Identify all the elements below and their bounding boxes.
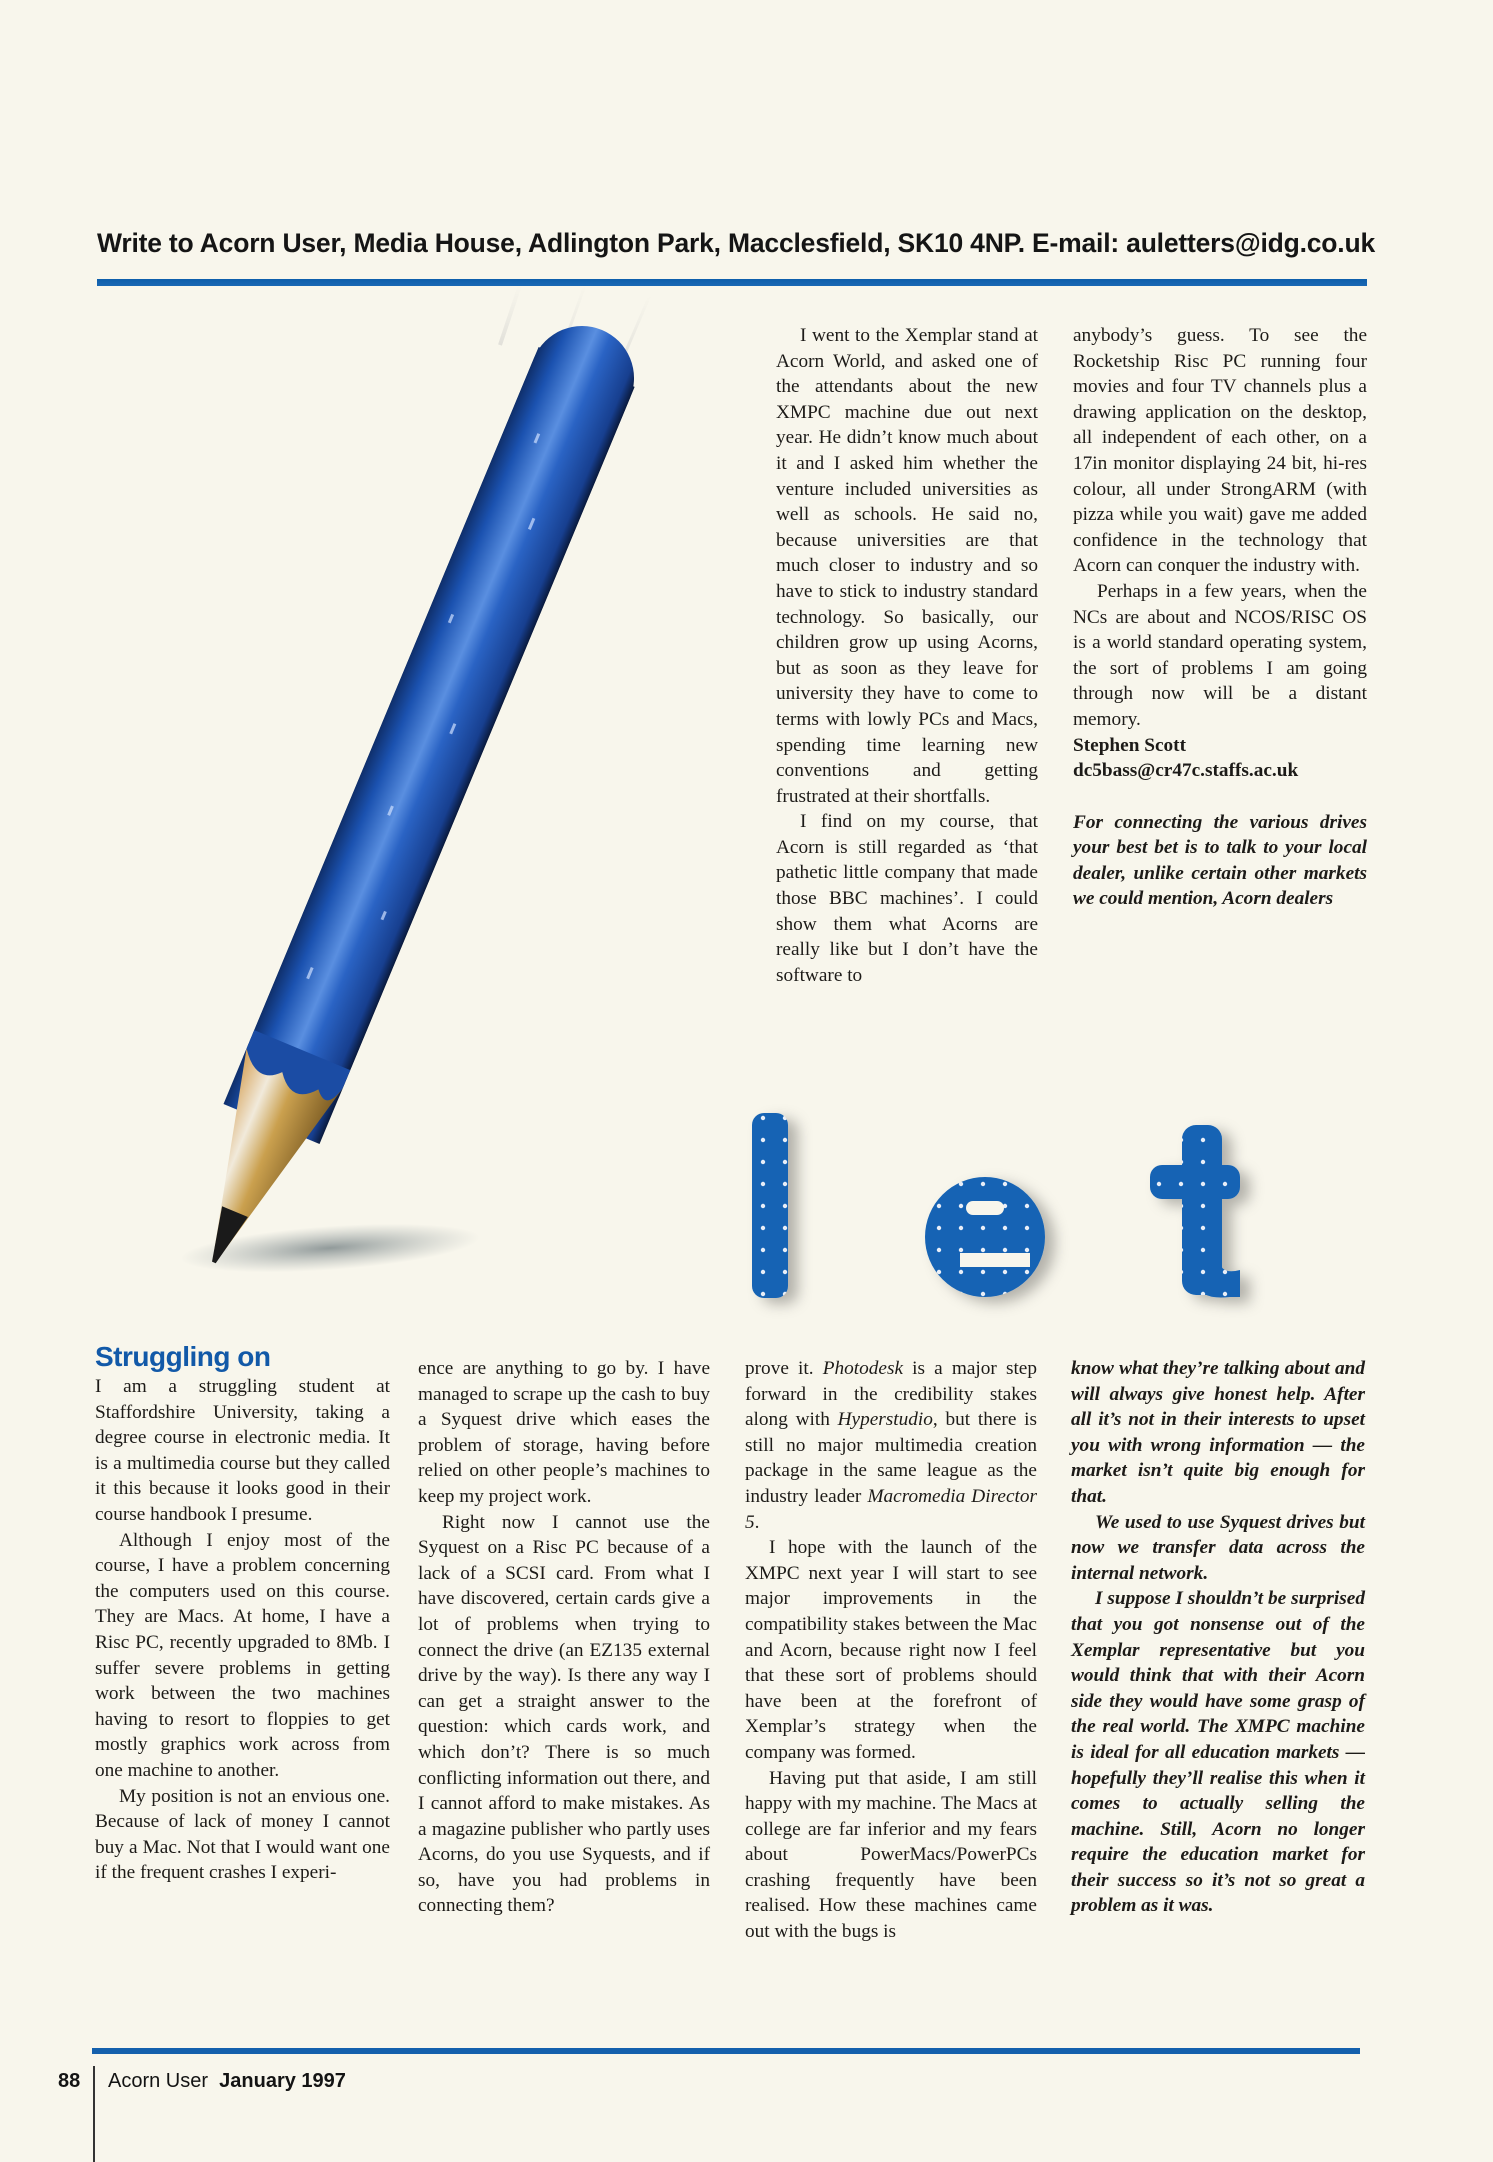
letter-paragraph: [745, 1356, 1037, 1535]
letter-column-2: [1073, 323, 1367, 912]
product-name: Photodesk: [822, 1358, 904, 1379]
text-run: , but there is still no major multimedia creation package in the same league as the industry leader: [745, 1409, 1037, 1507]
letter-paragraph: I went to the Xemplar stand at Acorn World, and asked one of the attendants about the new XMPC machine due out next year. He didn’t know much about it and I asked him whether the venture included universities as well as schools. He said no, because universities are that much closer to industry and so have to stick to industry standard technology. So basically, our children grow up using Acorns, but as soon as they leave for university they have to come to terms with lowly PCs and Macs, spending time learning new conventions and getting frustrated at their shortfalls.: [776, 325, 1038, 807]
editor-reply: We used to use Syquest drives but now we transfer data across the internal network.: [1071, 1511, 1365, 1584]
letter-column-1: [776, 323, 1038, 988]
motion-streaks-icon: [500, 285, 650, 365]
bottom-blue-rule: [92, 2048, 1360, 2054]
struggling-column-1: [95, 1340, 390, 1886]
letter-paragraph: Right now I cannot use the Syquest on a Risc PC because of a lack of a SCSI card. From what I have discovered, certain cards give a lot of problems when trying to connect the drive (an EZ135 external drive by the way). Is there any way I can get a straight answer to the question: which cards work, and which don’t? There is so much conflicting information out there, and I cannot afford to make mistakes. As a magazine publisher who partly uses Acorns, do you use Syquests, and if so, have you had problems in connecting them?: [418, 1511, 710, 1917]
magazine-name: Acorn User: [108, 2070, 209, 2092]
letter-paragraph: ence are anything to go by. I have managed to scrape up the cash to buy a Syquest drive which eases the problem of storage, having before relied on other people’s machines to keep my project work.: [418, 1358, 710, 1507]
text-run: .: [754, 1511, 760, 1533]
editor-reply: know what they’re talking about and will always give honest help. After all it’s not in their interests to upset you with wrong information — the market isn’t quite big enough for that.: [1071, 1358, 1365, 1507]
footer-publication: [108, 2070, 346, 2093]
struggling-column-3: [745, 1356, 1037, 1945]
signature-name: Stephen Scott: [1073, 734, 1187, 756]
letter-paragraph: Perhaps in a few years, when the NCs are about and NCOS/RISC OS is a world standard operating system, the sort of problems I am going through now will be a distant memory.: [1073, 580, 1367, 730]
letter-paragraph: I am a struggling student at Staffordshire University, taking a degree course in electronic media. It is a multimedia course but they called it this because it looks good in their course handbook I presume.: [95, 1376, 390, 1525]
product-name: Hyperstudio: [837, 1409, 933, 1431]
signature-email: dc5bass@cr47c.staffs.ac.uk: [1073, 760, 1299, 782]
top-blue-rule: [97, 279, 1367, 286]
page-number: 88: [58, 2070, 81, 2092]
letter-paragraph: I find on my course, that Acorn is still regarded as ‘that pathetic little company that made those BBC machines’. I could show them what Acorns are really like but I don’t have the software to: [776, 811, 1038, 986]
letter-paragraph: Having put that aside, I am still happy with my machine. The Macs at college are far inferior and my fears about PowerMacs/PowerPCs crashing frequently have been realised. How these machines came out with the bugs is: [745, 1767, 1037, 1943]
product-name: Macromedia Director 5: [745, 1485, 1037, 1533]
issue-date: January 1997: [219, 2070, 346, 2092]
struggling-column-2: [418, 1356, 710, 1919]
letters-address-header: Write to Acorn User, Media House, Adlington Park, Macclesfield, SK10 4NP. E-mail: auletters@idg.co.uk: [97, 228, 1375, 258]
editor-reply: I suppose I shouldn’t be surprised that you got nonsense out of the Xemplar representative but you would think that with their Acorn side they would have some grasp of the real world. The XMPC machine is ideal for all education markets — hopefully they’ll realise this when it comes to actually selling the machine. Still, Acorn no longer require the education market for their success so it’s not so great a problem as it was.: [1071, 1588, 1365, 1917]
letter-e: [925, 1177, 1045, 1297]
text-run: is a major step forward in the credibility stakes along with: [745, 1358, 1038, 1431]
blue-pencil-illustration: [0, 0, 760, 1320]
letter-paragraph: Although I enjoy most of the course, I have a problem concerning the computers used on this course. They are Macs. At home, I have a Risc PC, recently upgraded to 8Mb. I suffer severe problems in getting work between the two machines having to resort to floppies to get mostly graphics work across from one machine to another.: [95, 1529, 390, 1781]
page-footer: [58, 2070, 346, 2093]
letter-paragraph: My position is not an envious one. Because of lack of money I cannot buy a Mac. Not that I would want one if the frequent crashes I experi-: [95, 1785, 390, 1884]
letter-l: [752, 1113, 788, 1298]
letter-t: [1150, 1125, 1240, 1298]
letter-paragraph: anybody’s guess. To see the Rocketship Risc PC running four movies and four TV channels plus a drawing application on the desktop, all independent of each other, on a 17in monitor displaying 24 bit, hi-res colour, all under StrongARM (with pizza while you wait) gave me added confidence in the technology that Acorn can conquer the industry with.: [1073, 325, 1367, 577]
letter-heading: Struggling on: [95, 1341, 271, 1372]
editor-reply: For connecting the various drives your best bet is to talk to your local dealer, unlike certain other markets we could mention, Acorn dealers: [1073, 811, 1367, 910]
footer-divider: [93, 2066, 95, 2162]
let-dotted-lettering: [730, 1085, 1390, 1325]
text-run: prove it.: [745, 1358, 823, 1379]
editor-reply-column: [1071, 1356, 1365, 1919]
letter-paragraph: I hope with the launch of the XMPC next year I will start to see major improvements in the compatibility stakes between the Mac and Acorn, because right now I feel that these sort of problems should have been at the forefront of Xemplar’s strategy when the company was formed.: [745, 1537, 1037, 1763]
